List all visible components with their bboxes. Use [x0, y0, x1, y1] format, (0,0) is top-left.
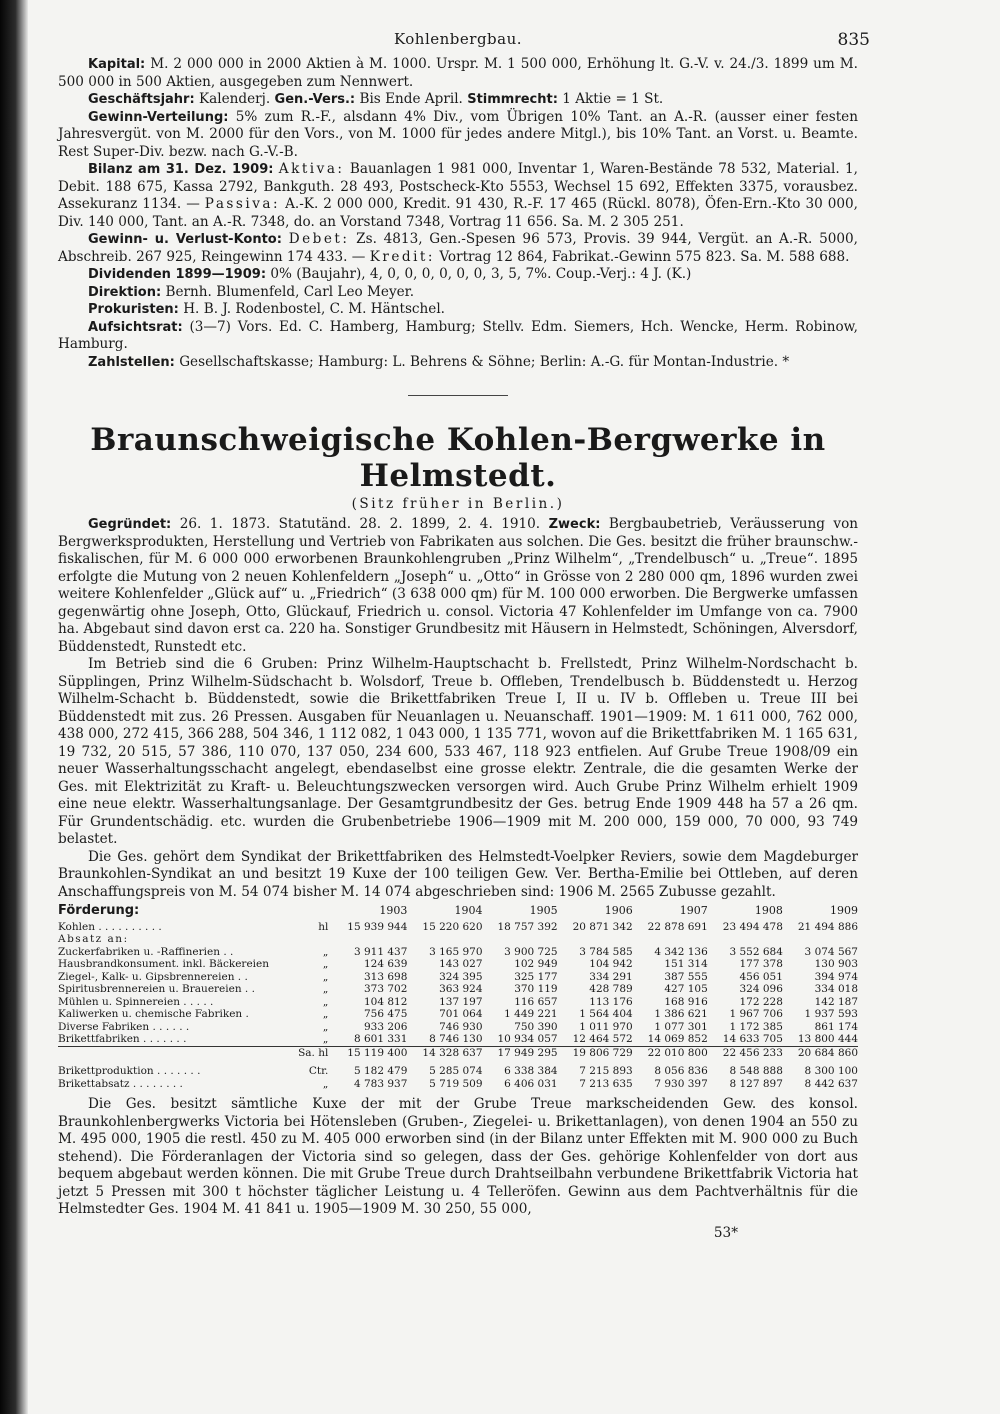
table-cell: 1 011 970 [579, 1020, 633, 1033]
table-cell: 22 878 691 [647, 920, 708, 933]
table-row [58, 933, 858, 946]
table-cell [783, 933, 858, 946]
table-cell: 325 177 [514, 970, 558, 983]
table-cell: 3 074 567 [804, 945, 858, 958]
scan-edge [0, 0, 28, 1414]
row-unit: „ [322, 970, 329, 983]
guv-paragraph [58, 231, 858, 266]
table-cell: 168 916 [664, 995, 708, 1008]
table-cell: 14 633 705 [722, 1033, 783, 1045]
row-label: Ziegel-, Kalk- u. Gipsbrennereien . . [58, 970, 248, 983]
table-cell: 1 967 706 [729, 1008, 783, 1020]
previous-company-entry [58, 56, 858, 371]
row-label: Absatz an: [58, 933, 129, 945]
zweck-label: Zweck: [548, 517, 601, 532]
table-cell: 5 182 479 [353, 1065, 408, 1077]
table-cell: 5 719 509 [429, 1077, 483, 1090]
signature-mark: 53* [713, 1224, 738, 1241]
table-cell: 8 300 100 [804, 1065, 858, 1077]
row-label: Hausbrandkonsument. inkl. Bäckereien [58, 958, 269, 970]
dividenden-label: Dividenden 1899—1909: [88, 267, 267, 282]
row-unit: hl [318, 920, 329, 933]
table-row [58, 1046, 858, 1059]
table-cell: 10 934 057 [497, 1033, 558, 1045]
row-unit: „ [322, 1077, 329, 1090]
page-number: 835 [837, 30, 870, 50]
row-unit: „ [322, 945, 329, 958]
row-label: Brikettabsatz . . . . . . . . [58, 1077, 183, 1090]
table-cell: 21 494 886 [797, 920, 858, 933]
table-cell: 1 077 301 [654, 1020, 708, 1033]
table-cell: 17 949 295 [483, 1046, 558, 1059]
table-cell: 4 783 937 [353, 1077, 408, 1090]
table-cell: 428 789 [589, 983, 633, 995]
section-divider [408, 395, 508, 396]
row-label: Brikettfabriken . . . . . . . [58, 1033, 187, 1045]
zahlstellen-label: Zahlstellen: [88, 354, 175, 370]
table-cell [708, 933, 783, 946]
table-cell: 137 197 [439, 995, 483, 1008]
kapital-text: M. 2 000 000 in 2000 Aktien à M. 1000. Urspr. M. 1 500 000, Erhöhung lt. G.-V. v. 24./3. 1899 um M. 500 000 in 500 Aktien, ausgegeben zum Nennwert. [58, 56, 858, 90]
table-cell: 19 806 729 [558, 1046, 633, 1059]
table-cell: 746 930 [439, 1020, 483, 1033]
geschaeftsjahr-text: Kalenderj. [199, 91, 271, 107]
row-unit: „ [322, 995, 329, 1008]
table-cell: 324 395 [439, 970, 483, 983]
year-header: 1906 [604, 904, 633, 917]
table-cell: 8 601 331 [353, 1033, 408, 1045]
zahlstellen-paragraph [58, 354, 858, 372]
year-header: 1904 [454, 904, 483, 917]
table-cell: 427 105 [664, 983, 708, 995]
table-cell: 14 328 637 [407, 1046, 482, 1059]
table-cell: 3 900 725 [504, 945, 558, 958]
year-header: 1908 [754, 904, 783, 917]
aufsichtsrat-label: Aufsichtsrat: [88, 319, 183, 335]
table-cell: 14 069 852 [647, 1033, 708, 1045]
table-cell: 1 564 404 [579, 1008, 633, 1020]
table-cell: 1 937 593 [804, 1008, 858, 1020]
gewinn-verteilung-label: Gewinn-Verteilung: [88, 109, 229, 125]
row-unit: Ctr. [308, 1065, 329, 1077]
year-header: 1905 [529, 904, 558, 917]
row-label: Brikettproduktion . . . . . . . [58, 1065, 201, 1077]
table-cell [633, 933, 708, 946]
direktion-paragraph [58, 284, 858, 302]
row-unit: „ [322, 1020, 329, 1033]
table-cell: 756 475 [364, 1008, 408, 1020]
table-cell: 370 119 [514, 983, 558, 995]
direktion-label: Direktion: [88, 284, 162, 300]
table-cell: 22 456 233 [708, 1046, 783, 1059]
table-row [58, 946, 858, 959]
bilanz-aktiva-label: Aktiva: [278, 161, 345, 177]
table-cell: 8 056 836 [654, 1065, 708, 1077]
year-header: 1903 [379, 904, 408, 917]
table-cell: 394 974 [814, 970, 858, 983]
table-cell: 130 903 [814, 958, 858, 970]
guv-kredit-text: Vortrag 12 864, Fabrikat.-Gewinn 575 823. Sa. M. 588 688. [439, 248, 850, 265]
table-cell: 15 220 620 [422, 920, 483, 933]
table-cell: 143 027 [439, 958, 483, 970]
prokuristen-label: Prokuristen: [88, 302, 179, 317]
company-entry [58, 422, 858, 1241]
row-unit: „ [322, 1033, 329, 1045]
table-cell: 1 172 385 [729, 1020, 783, 1033]
kapital-paragraph [58, 56, 858, 91]
row-label: Spiritusbrennereien u. Brauereien . . [58, 983, 255, 995]
table-row [58, 996, 858, 1009]
table-cell: 387 555 [664, 970, 708, 983]
table-row [58, 971, 858, 984]
table-cell: 8 127 897 [729, 1077, 783, 1090]
table-cell: 5 285 074 [429, 1065, 483, 1077]
table-cell: 313 698 [364, 970, 408, 983]
table-cell: 750 390 [514, 1020, 558, 1033]
dividenden-text: 0% (Baujahr), 4, 0, 0, 0, 0, 0, 0, 3, 5, 7%. Coup.-Verj.: 4 J. (K.) [270, 266, 692, 282]
guv-label: Gewinn- u. Verlust-Konto: [88, 232, 282, 247]
kuxe-paragraph: Die Ges. besitzt sämtliche Kuxe der mit der Grube Treue markscheidenden Gew. des konsol. Braunkohlenbergwerks Victoria bei Hötensleben (Gruben-, Ziegelei- u. Brikettanlagen), von denen 1904 an 550 zu M. 495 000, 1905 die restl. 450 zu M. 405 000 erworben sind (in der Bilanz unter Effekten mit M. 900 000 zu Buch stehend). Die Förderanlagen der Victoria sind so gelegen, dass der Ges. gehörige Kohlenfelder von dort aus bequem abgebaut werden können. Die mit Grube Treue durch Drahtseilbahn verbundene Brikettfabrik Victoria hat jetzt 5 Pressen mit 300 t höchster täglicher Leistung u. 4 Telleröfen. Gewinn aus dem Pachtverhältnis für die Helmstedter Ges. 1904 M. 41 841 u. 1905—1909 M. 30 250, 55 000, [58, 1096, 858, 1217]
genvers-text: Bis Ende April. [359, 91, 463, 107]
genvers-label: Gen.-Vers.: [274, 92, 356, 107]
betrieb-paragraph: Im Betrieb sind die 6 Gruben: Prinz Wilhelm-Hauptschacht b. Frellstedt, Prinz Wilhelm-Nordschacht b. Süpplingen, Prinz Wilhelm-Südschacht b. Wolsdorf, Treue b. Offleben, Trendelbusch b. Büddenstedt u. Herzog Wilhelm-Schacht b. Büddenstedt, sowie die Brikettfabriken Treue I, II u. IV b. Offleben u. Treue III bei Büddenstedt mit zus. 26 Pressen. Ausgaben für Neuanlagen u. Neuanschaff. 1901—1909: M. 1 611 000, 762 000, 438 000, 272 415, 366 288, 504 346, 1 112 082, 1 043 000, 1 135 771, wovon auf die Brikettfabriken M. 1 165 631, 19 732, 20 515, 57 386, 110 070, 137 050, 234 600, 533 467, 118 923 entfielen. Auf Grube Treue 1908/09 ein neuer Wasserhaltungsschacht angelegt, ebendaselbst eine grosse elektr. Zentrale, die die gesamten Werke der Ges. mit Elektrizität zu Kraft- u. Beleuchtungszwecken versorgen wird. Auch Grube Prinz Wilhelm erhielt 1909 eine neue elektr. Wasserhaltungsanlage. Der Gesamtgrundbesitz der Ges. betrug Ende 1909 448 ha 57 a 26 qm. Für Grundentschädig. etc. wurden die Grubenbetriebe 1906—1909 mit M. 200 000, 159 000, 70 000, 93 749 belastet. [58, 656, 858, 847]
page-header [58, 30, 870, 56]
aufsichtsrat-text: (3—7) Vors. Ed. C. Hamberg, Hamburg; Stellv. Edm. Siemers, Hch. Wencke, Herm. Robinow, Hamburg. [58, 318, 858, 352]
year-header: 1909 [830, 904, 858, 917]
geschaeftsjahr-label: Geschäftsjahr: [88, 92, 195, 107]
table-cell: 113 176 [589, 995, 633, 1008]
row-unit: „ [322, 958, 329, 970]
aufsichtsrat-paragraph [58, 319, 858, 354]
table-cell: 701 064 [439, 1008, 483, 1020]
table-cell: 104 942 [589, 958, 633, 970]
table-cell: 15 939 944 [347, 920, 408, 933]
table-cell: 1 386 621 [654, 1008, 708, 1020]
gegruendet-paragraph [58, 516, 858, 656]
table-cell: 172 228 [739, 995, 783, 1008]
syndikat-paragraph: Die Ges. gehört dem Syndikat der Brikettfabriken des Helmstedt-Voelpker Reviers, sowie dem Magdeburger Braunkohlen-Syndikat an und besitzt 19 Kuxe der 100 teiligen Gew. Ver. Bertha-Emilie bei Ottleben, auf deren Anschaffungspreis von M. 54 074 bisher M. 14 074 abgeschrieben sind: 1906 M. 2565 Zubusse gezahlt. [58, 848, 858, 900]
table-cell: 12 464 572 [572, 1033, 633, 1045]
table-cell: 933 206 [364, 1020, 408, 1033]
table-row [58, 1059, 858, 1078]
company-seat: (Sitz früher in Berlin.) [351, 496, 565, 512]
table-cell: 8 548 888 [729, 1065, 783, 1077]
row-label: Kaliwerken u. chemische Fabriken . [58, 1008, 249, 1020]
table-cell: 18 757 392 [497, 920, 558, 933]
zahlstellen-text: Gesellschaftskasse; Hamburg: L. Behrens & Söhne; Berlin: A.-G. für Montan-Industrie. * [179, 353, 790, 370]
table-cell [558, 933, 633, 946]
bilanz-aktiva-text: Bauanlagen 1 981 000, Inventar 1, Waren-Bestände 78 532, Material. 1, Debit. 188 675, Kassa 2792, Bankguth. 28 493, Postscheck-Kto 5553, Wechsel 15 692, Effekten 3375, vorausbez. Assekuranz 1134. — [58, 161, 858, 212]
kapital-label: Kapital: [88, 57, 146, 72]
stimmrecht-label: Stimmrecht: [467, 92, 558, 107]
table-cell: 23 494 478 [722, 920, 783, 933]
gewinn-verteilung-text: 5% zum R.-F., alsdann 4% Div., vom Übrigen 10% Tant. an A.-R. (ausser einer festen Jahresvergüt. von M. 2000 für den Vors., von M. 1000 für jedes andere Mitgl.), bis 10% Tant. an Vorst. u. Beamte. Rest Super-Div. bezw. nach G.-V.-B. [58, 108, 858, 160]
prokuristen-text: H. B. J. Rodenbostel, C. M. Häntschel. [183, 301, 446, 317]
production-title: Förderung: [58, 903, 140, 918]
table-row [58, 921, 858, 934]
table-cell: 20 684 860 [783, 1046, 858, 1059]
table-cell [332, 933, 407, 946]
table-cell: 22 010 800 [633, 1046, 708, 1059]
gegruendet-label: Gegründet: [88, 517, 172, 532]
direktion-text: Bernh. Blumenfeld, Carl Leo Meyer. [165, 283, 415, 300]
geschaeftsjahr-paragraph [58, 91, 858, 109]
gewinn-verteilung-paragraph [58, 109, 858, 162]
table-cell: 334 018 [814, 983, 858, 995]
zweck-text: Bergbaubetrieb, Veräusserung von Bergwerksprodukten, Herstellung und Vertrieb von Fabrikaten aus solchen. Die Ges. besitzt die früher braunschw.-fiskalischen, für M. 6 000 000 erworbenen Braunkohlengruben „Prinz Wilhelm“, „Trendelbusch“ u. „Treue“. 1895 erfolgte die Mutung von 2 neuen Kohlenfeldern „Joseph“ u. „Otto“ in Grösse von 2 280 000 qm, 1896 wurden zwei weitere Kohlenfelder „Glück auf“ u. „Friedrich“ (3 638 000 qm) für M. 100 000 erworben. Die Bergwerke umfassen gegenwärtig ohne Joseph, Otto, Glückauf, Friedrich u. consol. Victoria 47 Kohlenfelder im Umfange von ca. 7900 ha. Abgebaut sind davon erst ca. 220 ha. Sonstiger Grundbesitz mit Häusern in Helmstedt, Schöningen, Alversdorf, Büddenstedt, Runstedt etc. [58, 516, 859, 655]
table-cell: 1 449 221 [504, 1008, 558, 1020]
table-cell: 8 442 637 [804, 1077, 858, 1090]
table-cell: 116 657 [514, 995, 558, 1008]
table-cell: 151 314 [664, 958, 708, 970]
table-cell: 7 213 635 [579, 1077, 633, 1090]
table-cell: 13 800 444 [797, 1033, 858, 1045]
table-cell: 6 406 031 [504, 1077, 558, 1090]
table-row [58, 1078, 858, 1091]
table-cell: 3 784 585 [579, 945, 633, 958]
table-cell: 456 051 [739, 970, 783, 983]
bilanz-passiva-text: A.-K. 2 000 000, Kredit. 91 430, R.-F. 17 465 (Rückl. 8078), Öfen-Ern.-Kto 30 000, Div. 140 000, Tant. an A.-R. 7348, do. an Vorstand 7348, Vortrag 11 656. Sa. M. 2 305 251. [58, 196, 859, 230]
table-cell: 124 639 [364, 958, 408, 970]
running-title: Kohlenbergbau. [393, 30, 523, 48]
year-header: 1907 [679, 904, 708, 917]
table-cell: 324 096 [739, 983, 783, 995]
document-page [58, 30, 870, 1241]
table-cell: 102 949 [514, 958, 558, 970]
production-table [58, 905, 858, 1090]
table-cell: 861 174 [814, 1020, 858, 1033]
table-cell: 3 552 684 [729, 945, 783, 958]
table-cell: 334 291 [589, 970, 633, 983]
bilanz-paragraph [58, 161, 858, 231]
table-cell [483, 933, 558, 946]
row-label: Kohlen . . . . . . . . . . [58, 920, 162, 933]
table-cell: 142 187 [814, 995, 858, 1008]
row-label: Diverse Fabriken . . . . . . [58, 1020, 190, 1033]
table-row [58, 1021, 858, 1034]
table-cell: 373 702 [364, 983, 408, 995]
row-unit: „ [322, 983, 329, 995]
guv-debet-text: Zs. 4813, Gen.-Spesen 96 573, Provis. 39 944, Vergüt. an A.-R. 5000, Abschreib. 267 925, Reingewinn 174 433. — [58, 231, 858, 265]
gegruendet-text: 26. 1. 1873. Statutänd. 28. 2. 1899, 2. 4. 1910. [179, 516, 541, 532]
table-row [58, 983, 858, 996]
table-cell: 7 930 397 [654, 1077, 708, 1090]
table-cell: 8 746 130 [429, 1033, 483, 1045]
guv-kredit-label: Kredit: [369, 248, 435, 265]
bilanz-label: Bilanz am 31. Dez. 1909: [88, 162, 274, 177]
table-row [58, 958, 858, 971]
table-cell: 4 342 136 [654, 945, 708, 958]
table-cell: 15 119 400 [332, 1046, 407, 1059]
production-header-row [58, 905, 858, 921]
table-cell: 3 911 437 [353, 945, 408, 958]
table-cell: 177 378 [739, 958, 783, 970]
table-cell: 6 338 384 [504, 1065, 558, 1077]
production-body [58, 921, 858, 1091]
bilanz-passiva-label: Passiva: [204, 196, 281, 212]
dividenden-paragraph [58, 266, 858, 284]
row-unit: Sa. hl [288, 1046, 332, 1059]
table-cell: 20 871 342 [572, 920, 633, 933]
table-cell [407, 933, 482, 946]
company-name: Braunschweigische Kohlen-Bergwerke in Helmstedt. [90, 422, 826, 494]
row-label [58, 1046, 288, 1059]
table-row [58, 1008, 858, 1021]
table-cell: 363 924 [439, 983, 483, 995]
row-label: Zuckerfabriken u. -Raffinerien . . [58, 945, 234, 958]
table-cell: 3 165 970 [429, 945, 483, 958]
table-cell: 7 215 893 [579, 1065, 633, 1077]
guv-debet-label: Debet: [288, 231, 350, 247]
row-unit [288, 933, 332, 946]
table-row [58, 1033, 858, 1046]
stimmrecht-text: 1 Aktie = 1 St. [562, 91, 664, 107]
row-label: Mühlen u. Spinnereien . . . . . [58, 995, 214, 1008]
prokuristen-paragraph [58, 301, 858, 319]
row-unit: „ [322, 1008, 329, 1020]
table-cell: 104 812 [364, 995, 408, 1008]
